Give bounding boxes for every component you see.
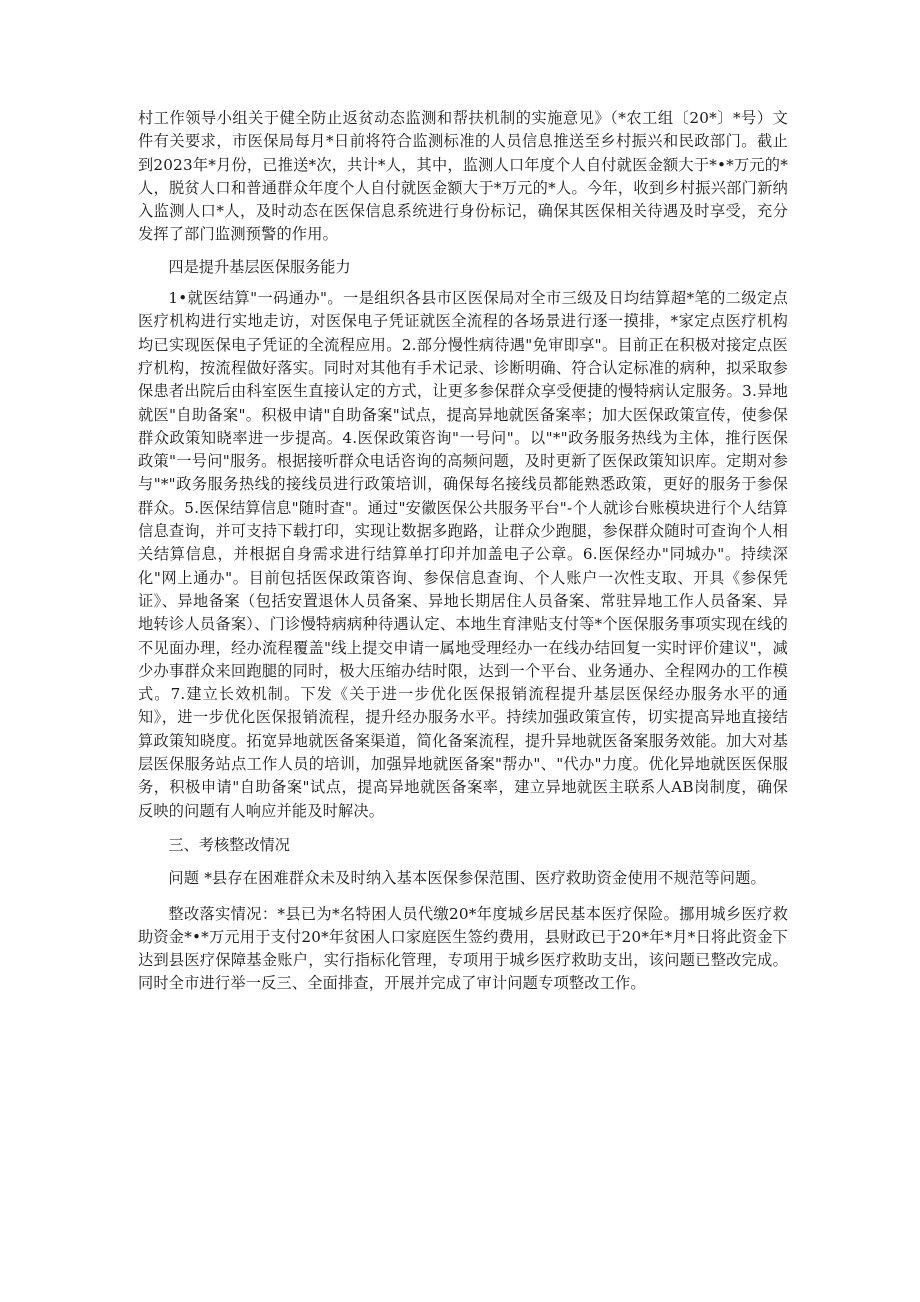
paragraph-monitoring: 村工作领导小组关于健全防止返贫动态监测和帮扶机制的实施意见》（*农工组〔20*〕*号）文件有关要求，市医保局每月*日前将符合监测标准的人员信息推送至乡村振兴和民政部门。截止到2023年*月份，已推送*次，共计*人，其中，监测人口年度个人自付就医金额大于*•*万元的*人，脱贫人口和普通群众年度个人自付就医金额大于*万元的*人。今年，收到乡村振兴部门新纳入监测人口*人，及时动态在医保信息系统进行身份标记，确保其医保相关待遇及时享受，充分发挥了部门监测预警的作用。 (138, 109, 788, 244)
paragraph-service-measures: 1•就医结算"一码通办"。一是组织各县市区医保局对全市三级及日均结算超*笔的二级定点医疗机构进行实地走访，对医保电子凭证就医全流程的各场景进行逐一摸排，*家定点医疗机构均已实现医保电子凭证的全流程应用。2.部分慢性病待遇"免审即享"。目前正在积极对接定点医疗机构，按流程做好落实。同时对其他有手术记录、诊断明确、符合认定标准的病种，拟采取参保患者出院后由科室医生直接认定的方式，让更多参保群众享受便捷的慢特病认定服务。3.异地就医"自助备案"。积极申请"自助备案"试点，提高异地就医备案率；加大医保政策宣传，使参保群众政策知晓率进一步提高。4.医保政策咨询"一号问"。以"*"政务服务热线为主体，推行医保政策"一号问"服务。根据接听群众电话咨询的高频问题，及时更新了医保政策知识库。定期对参与"*"政务服务热线的接线员进行政策培训，确保每名接线员都能熟悉政策，更好的服务于参保群众。5.医保结算信息"随时查"。通过"安徽医保公共服务平台"-个人就诊台账模块进行个人结算信息查询，并可支持下载打印，实现让数据多跑路，让群众少跑腿，参保群众随时可查询个人相关结算信息，并根据自身需求进行结算单打印并加盖电子公章。6.医保经办"同城办"。持续深化"网上通办"。目前包括医保政策咨询、参保信息查询、个人账户一次性支取、开具《参保凭证》、异地备案（包括安置退休人员备案、异地长期居住人员备案、常驻异地工作人员备案、异地转诊人员备案）、门诊慢特病病种待遇认定、本地生育津贴支付等*个医保服务事项实现在线的不见面办理，经办流程覆盖"线上提交申请一属地受理经办一在线办结回复一实时评价建议"，减少办事群众来回跑腿的同时，极大压缩办结时限，达到一个平台、业务通办、全程网办的工作模式。7.建立长效机制。下发《关于进一步优化医保报销流程提升基层医保经办服务水平的通知》，进一步优化医保报销流程，提升经办服务水平。持续加强政策宣传，切实提高异地直接结算政策知晓度。拓宽异地就医备案渠道，简化备案流程，提升异地就医备案服务效能。加大对基层医保服务站点工作人员的培训，加强异地就医备案"帮办"、"代办"力度。优化异地就医医保服务，积极申请"自助备案"试点，提高异地就医备案率，建立异地就医主联系人AB岗制度，确保反映的问题有人响应并能及时解决。 (138, 289, 788, 820)
paragraph-problem: 问题 *县存在困难群众未及时纳入基本医保参保范围、医疗救助资金使用不规范等问题。 (168, 869, 766, 888)
section-heading-service-capacity: 四是提升基层医保服务能力 (168, 257, 351, 276)
document-page (138, 107, 788, 996)
section-heading-assessment: 三、考核整改情况 (168, 835, 290, 854)
paragraph-rectification: 整改落实情况：*县已为*名特困人员代缴20*年度城乡居民基本医疗保险。挪用城乡医疗救助资金*•*万元用于支付20*年贫困人口家庭医生签约费用，县财政已于20*年*月*日将此资金下达到县医疗保障基金账户，实行指标化管理，专项用于城乡医疗救助支出，该问题已整改完成。同时全市进行举一反三、全面排查，开展并完成了审计问题专项整改工作。 (138, 904, 788, 993)
